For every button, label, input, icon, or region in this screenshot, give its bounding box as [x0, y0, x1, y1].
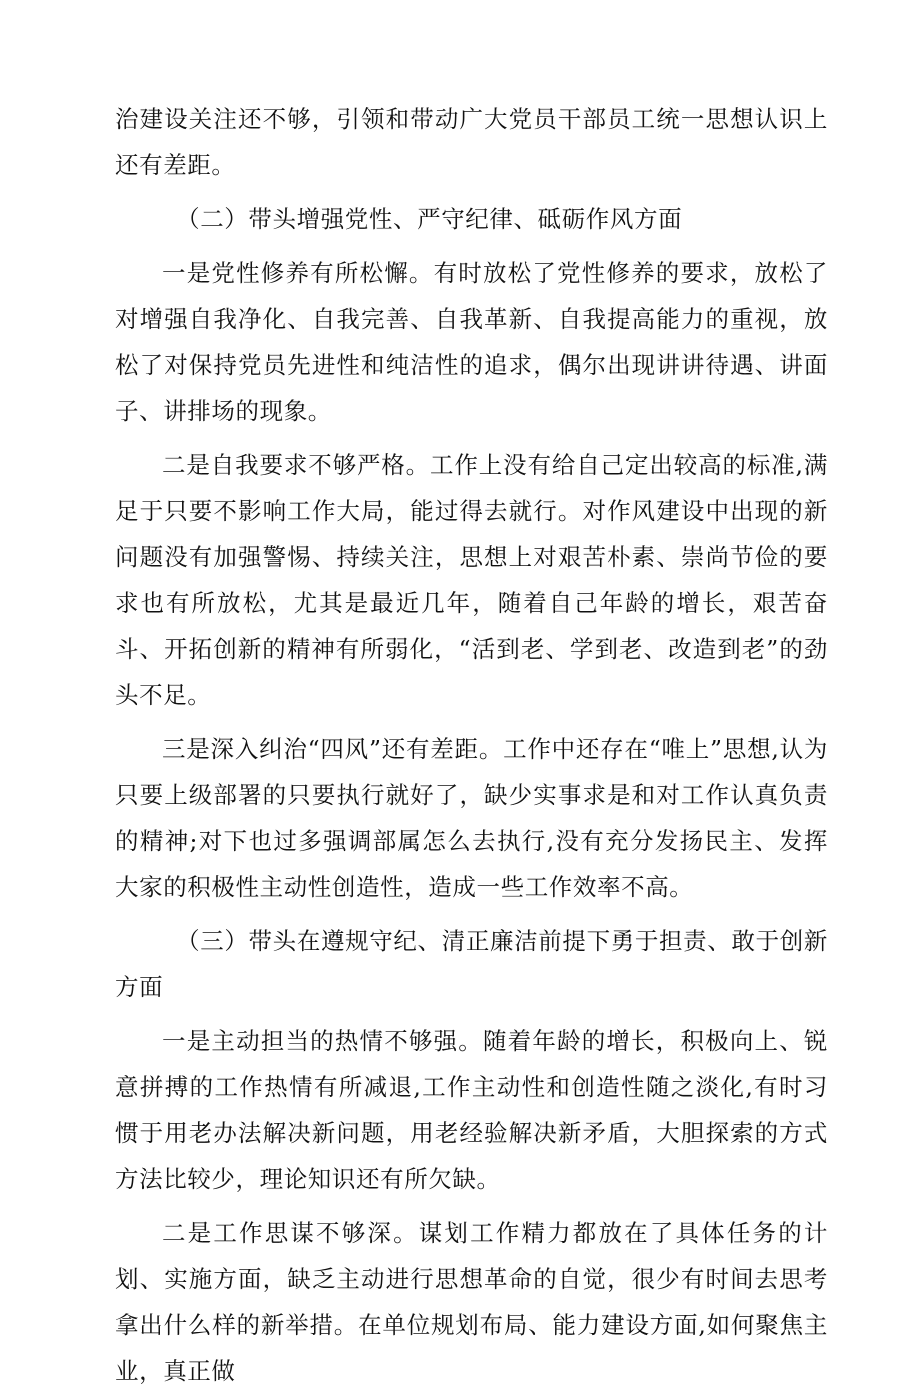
- paragraph-self-discipline: 二是自我要求不够严格。工作上没有给自己定出较高的标准,满足于只要不影响工作大局，能过得去就行。对作风建设中出现的新问题没有加强警惕、持续关注，思想上对艰苦朴素、崇尚节俭的要求也有所放松，尤其是最近几年，随着自己年龄的增长，艰苦奋斗、开拓创新的精神有所弱化，“活到老、学到老、改造到老”的劲头不足。: [115, 451, 828, 709]
- section-heading-three: （三）带头在遵规守纪、清正廉洁前提下勇于担责、敢于创新方面: [115, 927, 828, 1001]
- paragraph-continued: 治建设关注还不够，引领和带动广大党员干部员工统一思想认识上还有差距。: [115, 105, 828, 179]
- paragraph-party-spirit: 一是党性修养有所松懈。有时放松了党性修养的要求，放松了对增强自我净化、自我完善、自我革新、自我提高能力的重视，放松了对保持党员先进性和纯洁性的追求，偶尔出现讲讲待遇、讲面子、讲排场的现象。: [115, 259, 828, 425]
- paragraph-work-planning: 二是工作思谋不够深。谋划工作精力都放在了具体任务的计划、实施方面，缺乏主动进行思想革命的自觉，很少有时间去思考拿出什么样的新举措。在单位规划布局、能力建设方面,如何聚焦主业，真正做: [115, 1219, 828, 1385]
- section-heading-two: （二）带头增强党性、严守纪律、砥砺作风方面: [176, 205, 683, 233]
- paragraph-initiative: 一是主动担当的热情不够强。随着年龄的增长，积极向上、锐意拼搏的工作热情有所减退,工作主动性和创造性随之淡化,有时习惯于用老办法解决新问题，用老经验解决新矛盾，大胆探索的方式方法比较少，理论知识还有所欠缺。: [115, 1027, 828, 1193]
- paragraph-four-winds: 三是深入纠治“四风”还有差距。工作中还存在“唯上”思想,认为只要上级部署的只要执行就好了，缺少实事求是和对工作认真负责的精神;对下也过多强调部属怎么去执行,没有充分发扬民主、发挥大家的积极性主动性创造性，造成一些工作效率不高。: [115, 735, 828, 901]
